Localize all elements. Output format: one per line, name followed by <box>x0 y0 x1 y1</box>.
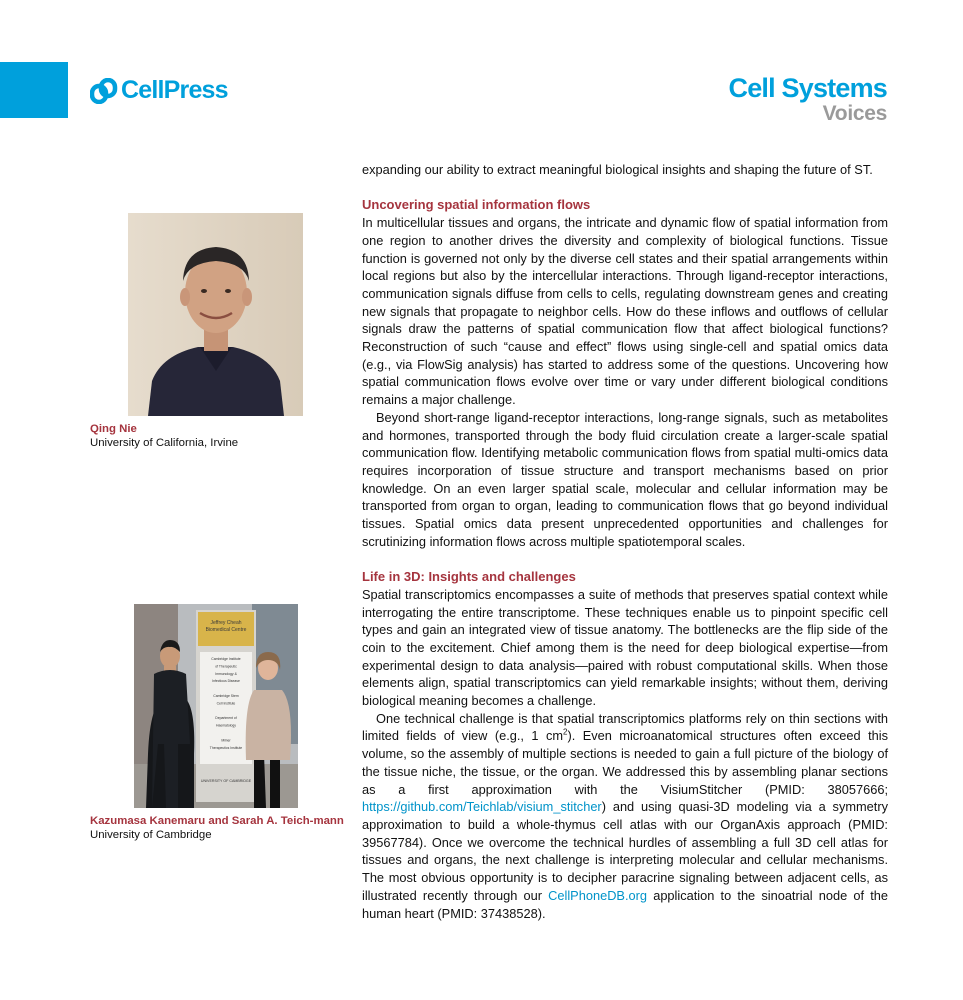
paragraph <box>362 710 888 922</box>
section-heading-life-in-3d: Life in 3D: Insights and challenges <box>362 569 576 585</box>
journal-section: Voices <box>822 102 887 125</box>
author-affiliation: University of California, Irvine <box>90 436 239 449</box>
sign-panel-line: Haematology <box>216 723 236 728</box>
paragraph: Spatial transcriptomics encompasses a suite of methods that preserves spatial context while interrogating the entire transcriptome. These techniques enable us to pinpoint specific cell types and gain an integrated view of tissue anatomy. The bottlenecks are the flip side of the coin to the excitement. Chief among them is the need for deep biological expertise—from experimental design to data analysis—paired with robust computational skills. When those elements align, spatial transcriptomics can yield remarkable insights; without them, deriving biological meaning becomes a challenge. <box>362 586 888 709</box>
author-name: Kazumasa Kanemaru and Sarah A. Teich-mann <box>90 815 344 827</box>
superscript: 2 <box>563 728 568 738</box>
journal-title: Cell Systems <box>728 73 887 103</box>
sign-panel-line: Department of <box>215 716 237 721</box>
journal-masthead <box>729 74 888 125</box>
header-accent-bar <box>0 62 68 118</box>
sign-title-line2: Biomedical Centre <box>205 627 247 633</box>
publisher-name: CellPress <box>121 76 228 104</box>
text-run: ) and using quasi-3D modeling via a symmetry approximation to build a whole-thymus cell atlas with our OrganAxis approach (PMID: 39567784). Once we overcome the technical hurdles of assembling a full 3D cell atlas for tissues and organs, the next challenge is interpreting molecular and cellular mechanisms. The most obvious opportunity is to decipher paracrine signaling between adjacent cells, as illustrated recently through our <box>362 799 888 903</box>
author-affiliation: University of Cambridge <box>90 828 212 841</box>
sign-footer: UNIVERSITY OF CAMBRIDGE <box>200 779 252 783</box>
sign-panel-line: Infectious Disease <box>212 679 240 684</box>
sign-panel-line: of Therapeutic <box>215 664 237 669</box>
text-run: ). Even microanatomical structures often exceed this volume, so the assembly of multiple sections is needed to gain a full picture of the biology of the tissue niche, the tissue, or the organ. We addressed this by assembling planar sections as a first approximation with the VisiumStitcher (PMID: 38057666; <box>362 728 888 797</box>
paragraph: In multicellular tissues and organs, the intricate and dynamic flow of spatial information from one region to another drives the diversity and complexity of biological functions. Tissue function is governed not only by the diverse cell states and their spatial arrangements within local regions but also by the intercellular interactions. Through ligand-receptor interactions, communication signals diffuse from cells to cells, regulating downstream genes and creating new signals that propagate to neighbor cells. How do these inflows and outflows of cellular signals draw the patterns of spatial communication flow that affect biological functions? Reconstruction of such “cause and effect” flows using single-cell and spatial omics data (e.g., via FlowSig analysis) has started to address some of the questions. Uncovering how spatial communication flows evolve over time or vary under different biological conditions remains a major challenge. <box>362 215 888 408</box>
sign-title-line1: Jeffrey Cheah <box>210 620 242 626</box>
sign-panel-line: Cambridge Stem <box>213 694 239 698</box>
author-photo-qing-nie <box>128 213 303 416</box>
author-caption-1 <box>90 423 344 450</box>
paragraph: Beyond short-range ligand-receptor interactions, long-range signals, such as metabolites and hormones, transported through the body fluid circulation create a larger-scale spatial communication flow. Identifying metabolic communication flows from spatial multi-omics data requires incorporation of tissue structure and transport mechanisms based on prior knowledge. On an even larger spatial scale, molecular and cellular information may be transported from organ to organ, leading to communication flows that go beyond individual tissues. Spatial omics data present unprecedented opportunities and challenges for scrutinizing information flows across multiple spatiotemporal scales. <box>362 409 888 549</box>
sign-panel-line: Cell Institute <box>216 701 236 706</box>
cellphonedb-link[interactable]: CellPhoneDB.org <box>548 887 648 903</box>
sign-panel-line: Milner <box>221 738 231 743</box>
sign-panel-line: Cambridge Institute <box>211 657 241 661</box>
author-name: Qing Nie <box>90 423 137 435</box>
github-link[interactable]: https://github.com/Teichlab/visium_stitcher <box>362 799 602 815</box>
intro-paragraph: expanding our ability to extract meaningful biological insights and shaping the future of ST. <box>362 162 873 177</box>
article-body <box>362 161 888 922</box>
author-caption-2 <box>90 815 344 842</box>
sign-panel-line: Therapeutics Institute <box>209 745 243 750</box>
text-run: application to the sinoatrial node of the human heart (PMID: 37438528). <box>362 887 888 921</box>
cellpress-logo[interactable] <box>90 76 228 105</box>
text-run: One technical challenge is that spatial transcriptomics platforms rely on thin sections with limited fields of view (e.g., 1 cm <box>362 710 888 744</box>
section-heading-information-flows: Uncovering spatial information flows <box>362 197 591 213</box>
cellpress-link-icon <box>90 78 118 104</box>
sign-panel-line: Immunology & <box>215 671 237 676</box>
author-photo-kanemaru-teichmann <box>134 604 298 808</box>
